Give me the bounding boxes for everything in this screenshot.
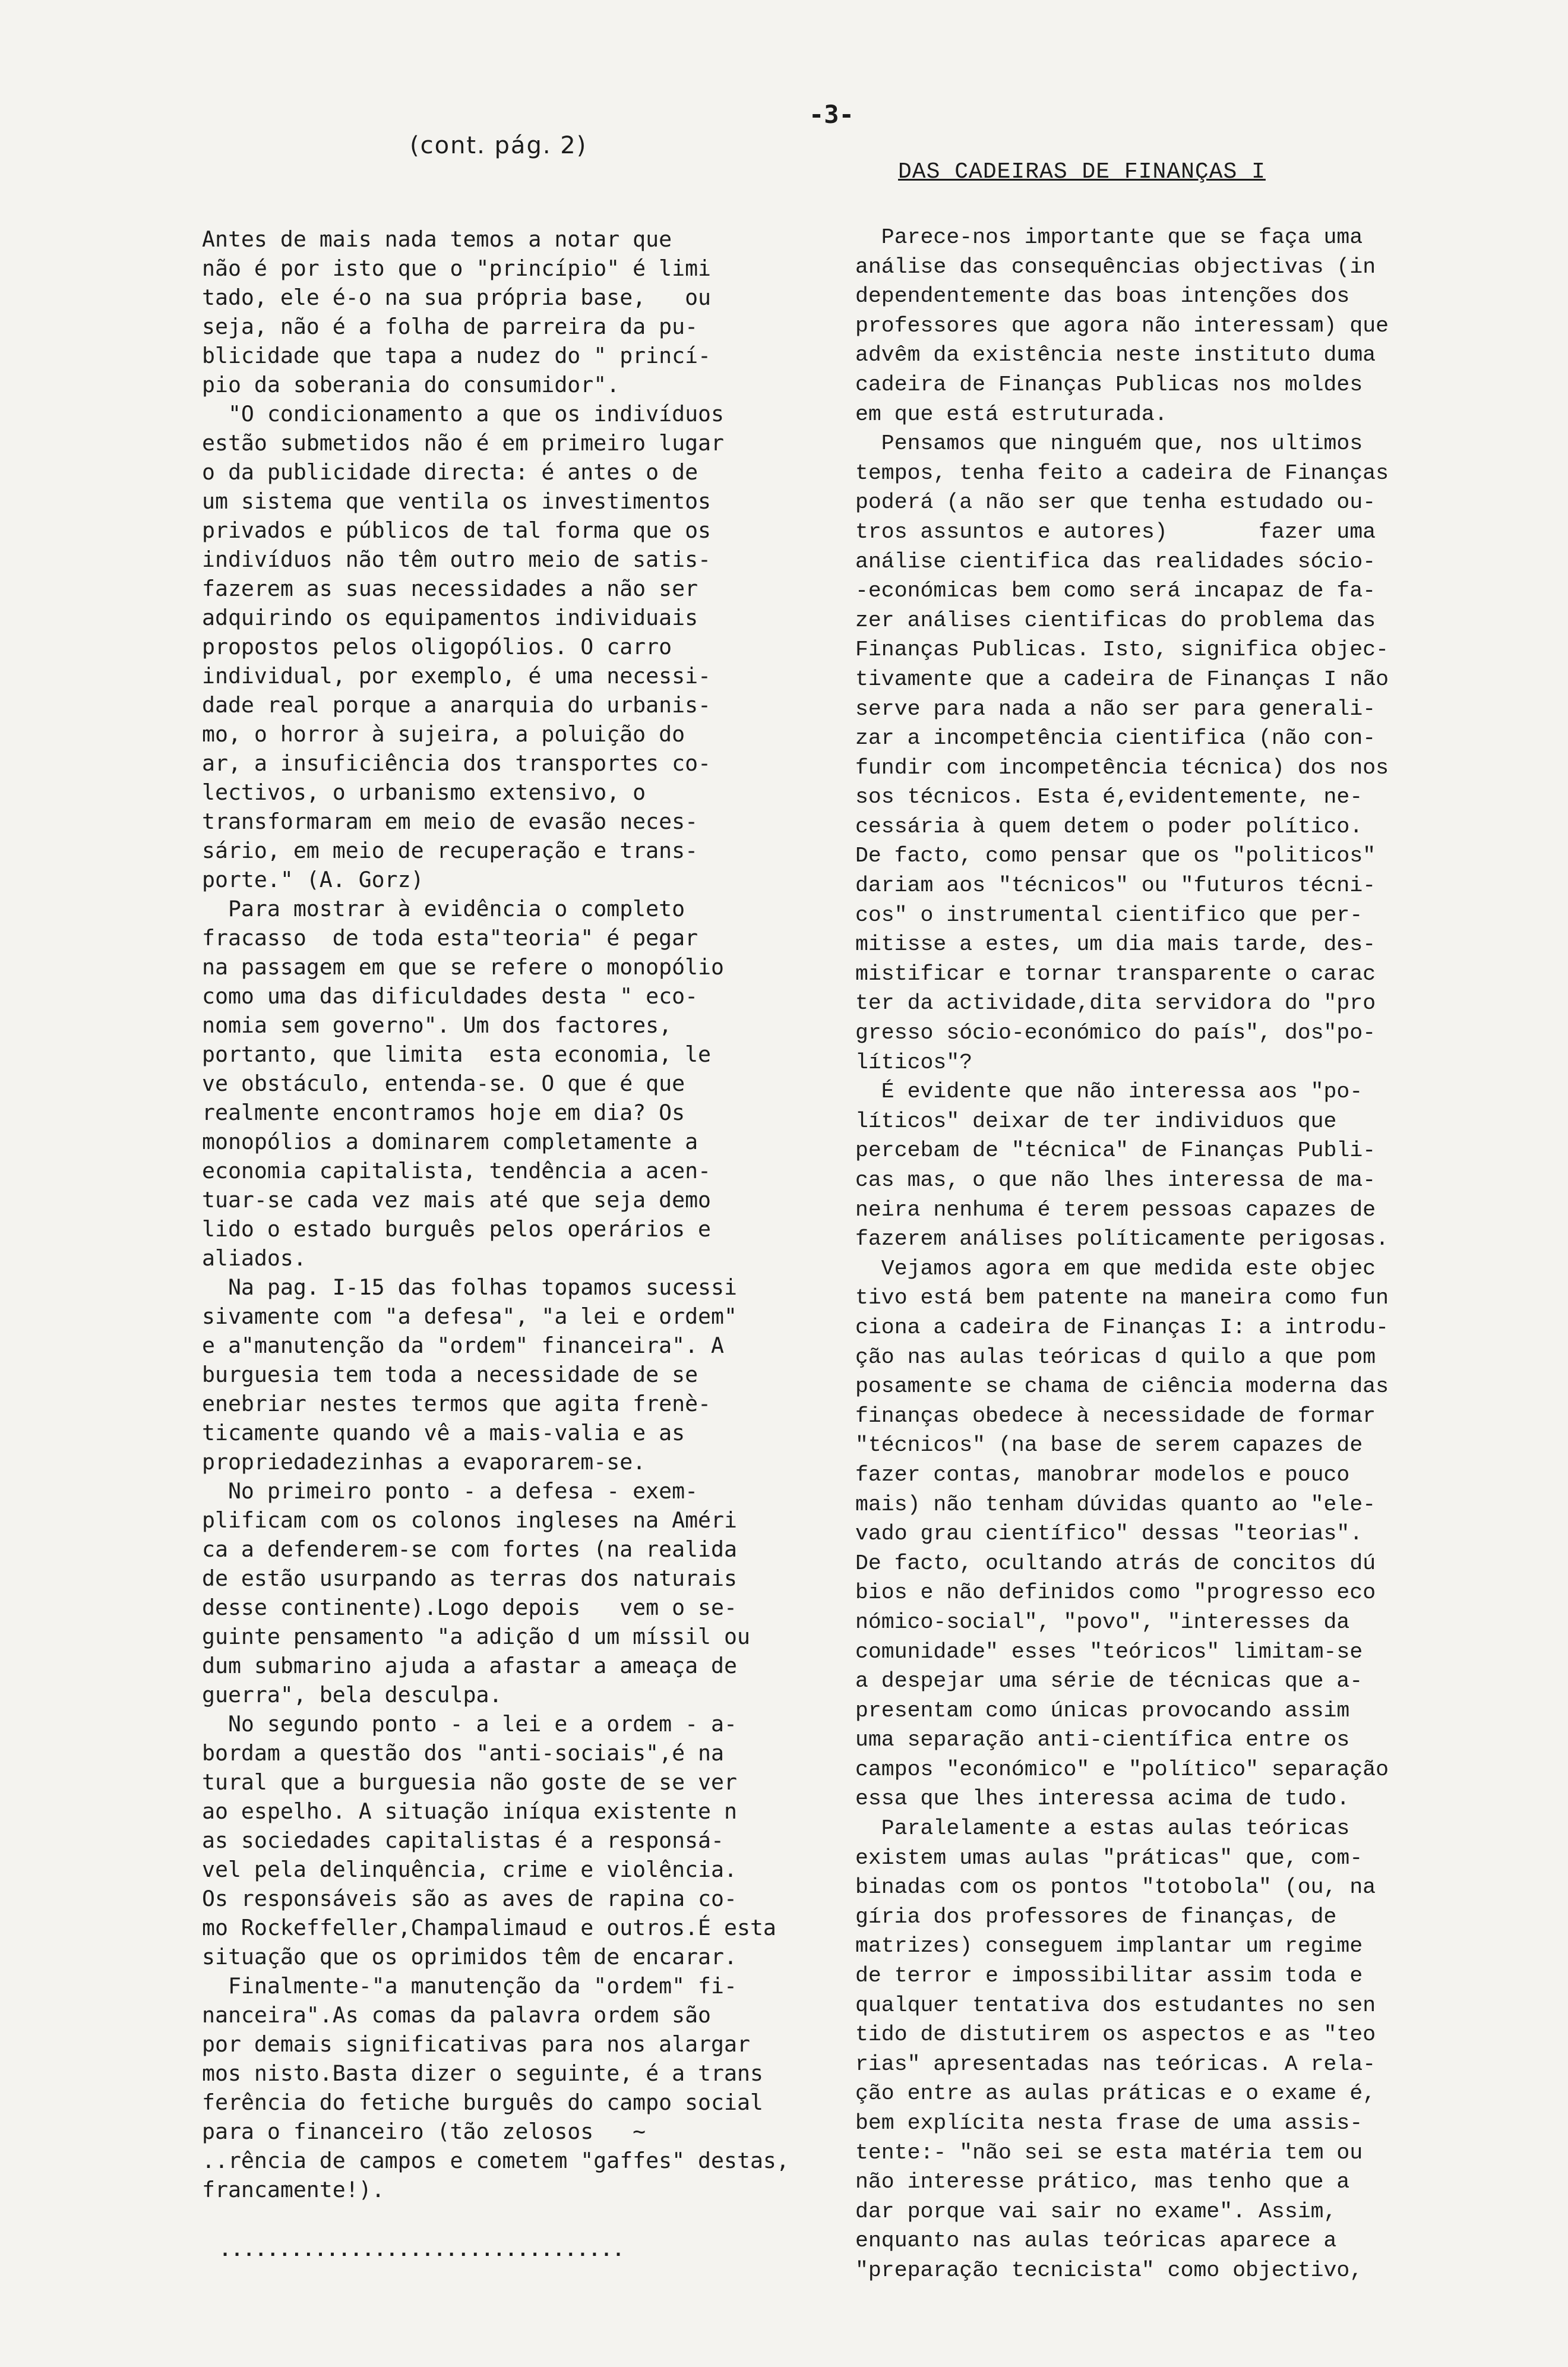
section-title: DAS CADEIRAS DE FINANÇAS I [898,159,1266,185]
left-column-text: Antes de mais nada temos a notar que não é por isto que o "princípio" é limi tado, ele é-o na sua própria base, ou seja, não é a folha de parreira da pu- blicidade que tapa a nudez do " princí- pio da soberania do consumidor". "O condicionamento a que os indivíduos estão submetidos não é em primeiro lugar o da publicidade directa: é antes o de um sistema que ventila os investimentos privados e públicos de tal forma que os indivíduos não têm outro meio de satis- fazerem as suas necessidades a não ser adquirindo os equipamentos individuais propostos pelos oligopólios. O carro individual, por exemplo, é uma necessi- dade real porque a anarquia do urbanis- mo, o horror à sujeira, a poluição do ar, a insuficiência dos transportes co- lectivos, o urbanismo extensivo, o transformaram em meio de evasão neces- sário, em meio de recuperação e trans- porte." (A. Gorz) Para mostrar à evidência o completo fracasso de toda esta"teoria" é pegar na passagem em que se refere o monopólio como uma das dificuldades desta " eco- nomia sem governo". Um dos factores, portanto, que limita esta economia, le ve obstáculo, entenda-se. O que é que realmente encontramos hoje em dia? Os monopólios a dominarem completamente a economia capitalista, tendência a acen- tuar-se cada vez mais até que seja demo lido o estado burguês pelos operários e aliados. Na pag. I-15 das folhas topamos sucessi sivamente com "a defesa", "a lei e ordem" e a"manutenção da "ordem" financeira". A burguesia tem toda a necessidade de se enebriar nestes termos que agita frenè- ticamente quando vê a mais-valia e as propriedadezinhas a evaporarem-se. No primeiro ponto - a defesa - exem- plificam com os colonos ingleses na Améri ca a defenderem-se com fortes (na realida de estão usurpando as terras dos naturais desse continente).Logo depois vem o se- guinte pensamento "a adição d um míssil ou dum submarino ajuda a afastar a ameaça de guerra", bela desculpa. No segundo ponto - a lei e a ordem - a- bordam a questão dos "anti-sociais",é na tural que a burguesia não goste de se ver ao espelho. A situação iníqua existente n as sociedades capitalistas é a responsá- vel pela delinquência, crime e violência. Os responsáveis são as aves de rapina co- mo Rockeffeller,Champalimaud e outros.É esta situação que os oprimidos têm de encarar. Finalmente-"a manutenção da "ordem" fi- nanceira".As comas da palavra ordem são por demais significativas para nos alargar mos nisto.Basta dizer o seguinte, é a trans ferência do fetiche burguês do campo social para o financeiro (tão zelosos ~ ..rência de campos e cometem "gaffes" destas, francamente!). [202,226,789,2202]
continuation-note: (cont. pág. 2) [410,132,587,159]
dotted-divider: .................................. [220,2240,625,2261]
right-column-text: Parece-nos importante que se faça uma análise das consequências objectivas (in dependentemente das boas intenções dos professores que agora não interessam) que advêm da existência neste instituto duma cadeira de Finanças Publicas nos moldes em que está estruturada. Pensamos que ninguém que, nos ultimos tempos, tenha feito a cadeira de Finanças poderá (a não ser que tenha estudado ou- tros assuntos e autores) fazer uma análise cientifica das realidades sócio- -económicas bem como será incapaz de fa- zer análises cientificas do problema das Finanças Publicas. Isto, significa objec- tivamente que a cadeira de Finanças I não serve para nada a não ser para generali- zar a incompetência cientifica (não con- fundir com incompetência técnica) dos nos sos técnicos. Esta é,evidentemente, ne- cessária à quem detem o poder político. De facto, como pensar que os "politicos" dariam aos "técnicos" ou "futuros técni- cos" o instrumental cientifico que per- mitisse a estes, um dia mais tarde, des- mistificar e tornar transparente o carac ter da actividade,dita servidora do "pro gresso sócio-económico do país", dos"po- líticos"? É evidente que não interessa aos "po- líticos" deixar de ter individuos que percebam de "técnica" de Finanças Publi- cas mas, o que não lhes interessa de ma- neira nenhuma é terem pessoas capazes de fazerem análises políticamente perigosas. Vejamos agora em que medida este objec tivo está bem patente na maneira como fun ciona a cadeira de Finanças I: a introdu- ção nas aulas teóricas d quilo a que pom posamente se chama de ciência moderna das finanças obedece à necessidade de formar "técnicos" (na base de serem capazes de fazer contas, manobrar modelos e pouco mais) não tenham dúvidas quanto ao "ele- vado grau científico" dessas "teorias". De facto, ocultando atrás de concitos dú bios e não definidos como "progresso eco nómico-social", "povo", "interesses da comunidade" esses "teóricos" limitam-se a despejar uma série de técnicas que a- presentam como únicas provocando assim uma separação anti-científica entre os campos "económico" e "político" separação essa que lhes interessa acima de tudo. Paralelamente a estas aulas teóricas existem umas aulas "práticas" que, com- binadas com os pontos "totobola" (ou, na gíria dos professores de finanças, de matrizes) conseguem implantar um regime de terror e impossibilitar assim toda e qualquer tentativa dos estudantes no sen tido de distutirem os aspectos e as "teo rias" apresentadas nas teóricas. A rela- ção entre as aulas práticas e o exame é, bem explícita nesta frase de uma assis- tente:- "não sei se esta matéria tem ou não interesse prático, mas tenho que a dar porque vai sair no exame". Assim, enquanto nas aulas teóricas aparece a "preparação tecnicista" como objectivo, [855,225,1389,2283]
page-number: -3- [809,100,854,129]
